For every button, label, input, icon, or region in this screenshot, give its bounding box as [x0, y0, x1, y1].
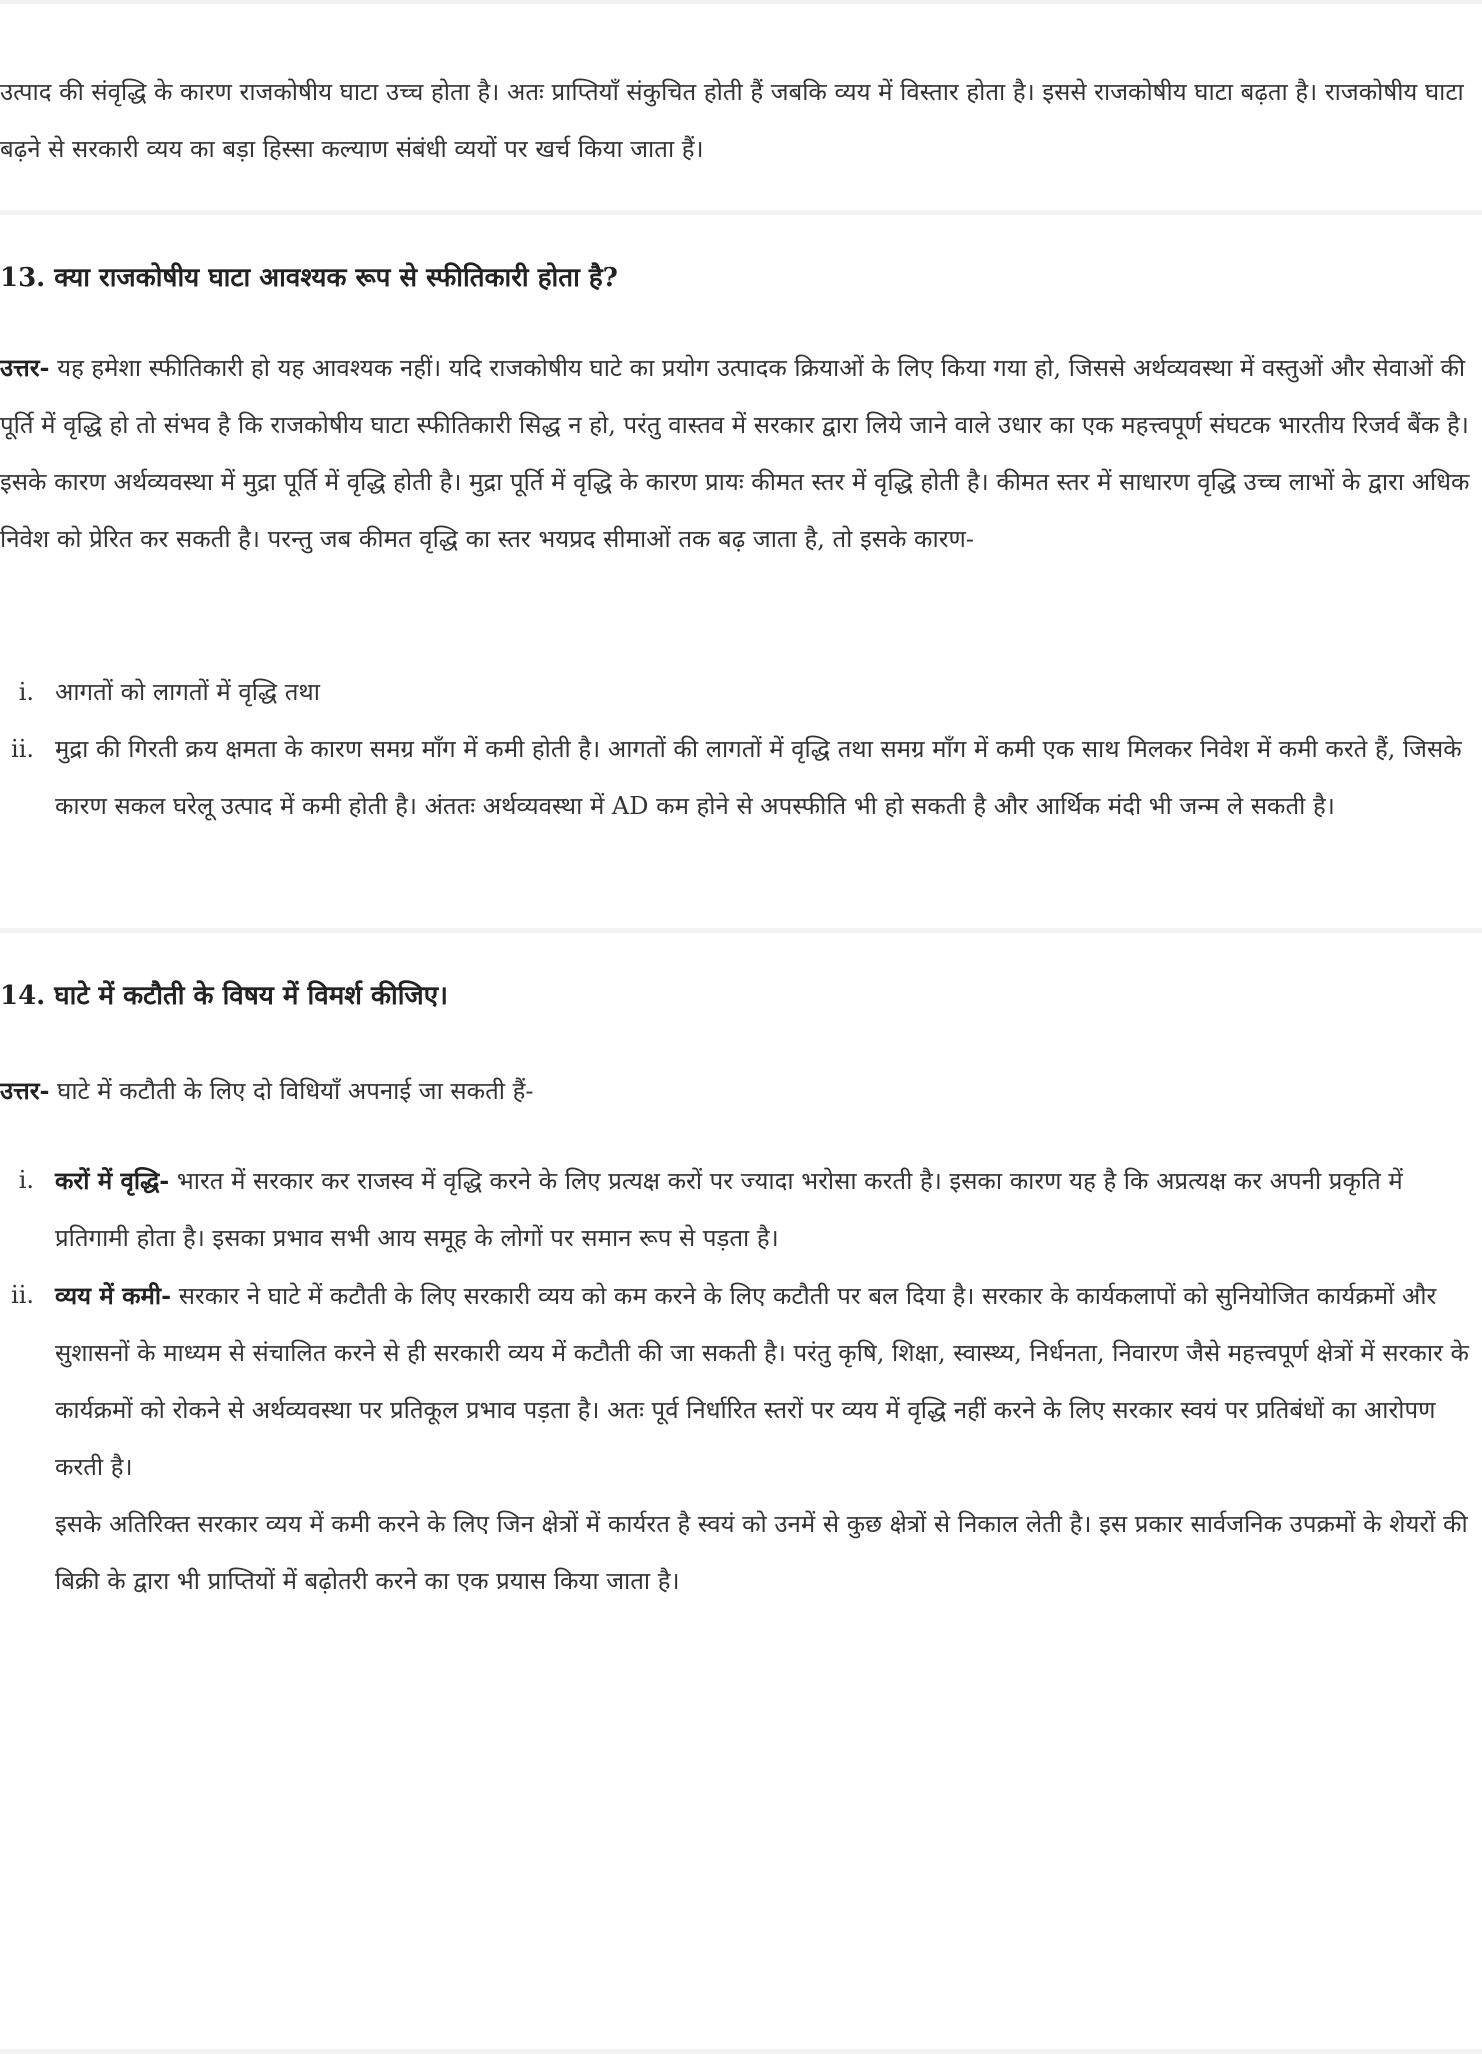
list-item-lead: व्यय में कमी-: [55, 1281, 172, 1310]
list-item-text: सरकार ने घाटे में कटौती के लिए सरकारी व्यय को कम करने के लिए कटौती पर बल दिया है। सरकार के कार्यकलापों को सुनियोजित कार्यक्रमों और सुशासनों के माध्यम से संचालित करने से ही सरकारी व्यय में कटौती की जा सकती है। परंतु कृषि, शिक्षा, स्वास्थ्य, निर्धनता, निवारण जैसे महत्त्वपूर्ण क्षेत्रों में सरकार के कार्यक्रमों को रोकने से अर्थव्यवस्था पर प्रतिकूल प्रभाव पड़ता है। अतः पूर्व निर्धारित स्तरों पर व्यय में वृद्धि नहीं करने के लिए सरकार स्वयं पर प्रतिबंधों का आरोपण करती है।: [55, 1282, 1469, 1481]
answer-13-paragraph: [0, 339, 1482, 568]
section-divider: [0, 928, 1482, 933]
list-item: [0, 1267, 1482, 1610]
list-item-text: भारत में सरकार कर राजस्व में वृद्धि करने के लिए प्रत्यक्ष करों पर ज्यादा भरोसा करती है। इसका कारण यह है कि अप्रत्यक्ष कर अपनी प्रकृति में प्रतिगामी होता है। इसका प्रभाव सभी आय समूह के लोगों पर समान रूप से पड़ता है।: [55, 1167, 1403, 1252]
answer-13-text: यह हमेशा स्फीतिकारी हो यह आवश्यक नहीं। यदि राजकोषीय घाटे का प्रयोग उत्पादक क्रियाओं के लिए किया गया हो, जिससे अर्थव्यवस्था में वस्तुओं और सेवाओं की पूर्ति में वृद्धि हो तो संभव है कि राजकोषीय घाटा स्फीतिकारी सिद्ध न हो, परंतु वास्तव में सरकार द्वारा लिये जाने वाले उधार का एक महत्त्वपूर्ण संघटक भारतीय रिजर्व बैंक है। इसके कारण अर्थव्यवस्था में मुद्रा पूर्ति में वृद्धि होती है। मुद्रा पूर्ति में वृद्धि के कारण प्रायः कीमत स्तर में वृद्धि होती है। कीमत स्तर में साधारण वृद्धि उच्च लाभों के द्वारा अधिक निवेश को प्रेरित कर सकती है। परन्तु जब कीमत वृद्धि का स्तर भयप्रद सीमाओं तक बढ़ जाता है, तो इसके कारण-: [0, 354, 1470, 553]
list-item-lead: करों में वृद्धि-: [55, 1166, 170, 1195]
answer-14: [0, 1062, 1482, 1120]
question-14-heading: 14. घाटे में कटौती के विषय में विमर्श कीजिए।: [0, 981, 448, 1011]
top-divider: [0, 0, 1482, 4]
list-number: ii.: [11, 735, 34, 763]
list-number: i.: [18, 1166, 34, 1194]
answer-14-list: [0, 1152, 1482, 1610]
answer-13-roman-list: [0, 664, 1482, 835]
list-item: [0, 664, 1482, 721]
intro-paragraph: उत्पाद की संवृद्धि के कारण राजकोषीय घाटा उच्च होता है। अतः प्राप्तियाँ संकुचित होती हैं जबकि व्यय में विस्तार होता है। इससे राजकोषीय घाटा बढ़ता है। राजकोषीय घाटा बढ़ने से सरकारी व्यय का बड़ा हिस्सा कल्याण संबंधी व्ययों पर खर्च किया जाता हैं।: [0, 78, 1464, 163]
list-item-text: मुद्रा की गिरती क्रय क्षमता के कारण समग्र माँग में कमी होती है। आगतों की लागतों में वृद्धि तथा समग्र माँग में कमी एक साथ मिलकर निवेश में कमी करते हैं, जिसके कारण सकल घरेलू उत्पाद में कमी होती है। अंततः अर्थव्यवस्था में AD कम होने से अपस्फीति भी हो सकती है और आर्थिक मंदी भी जन्म ले सकती है।: [55, 735, 1462, 820]
section-divider: [0, 210, 1482, 215]
list-item-extra: इसके अतिरिक्त सरकार व्यय में कमी करने के लिए जिन क्षेत्रों में कार्यरत है स्वयं को उनमें से कुछ क्षेत्रों से निकाल लेती है। इस प्रकार सार्वजनिक उपक्रमों के शेयरों की बिक्री के द्वारा भी प्राप्तियों में बढ़ोतरी करने का एक प्रयास किया जाता है।: [55, 1510, 1468, 1595]
list-item: [0, 721, 1482, 835]
answer-label: उत्तर-: [0, 1076, 50, 1105]
question-13-heading: 13. क्या राजकोषीय घाटा आवश्यक रूप से स्फीतिकारी होता है?: [0, 263, 618, 293]
list-item-text: आगतों को लागतों में वृद्धि तथा: [55, 678, 320, 706]
question-13-section: [0, 258, 1482, 298]
intro-section: [0, 64, 1482, 178]
answer-label: उत्तर-: [0, 353, 50, 382]
list-item: [0, 1152, 1482, 1267]
answer-14-text: घाटे में कटौती के लिए दो विधियाँ अपनाई जा सकती हैं-: [49, 1077, 534, 1105]
answer-13-list: [0, 664, 1482, 835]
list-number: i.: [18, 678, 34, 706]
question-14-section: [0, 976, 1482, 1016]
answer-14-paragraph: [0, 1062, 1482, 1120]
answer-13: [0, 339, 1482, 568]
bottom-divider: [0, 2049, 1482, 2054]
list-number: ii.: [11, 1281, 34, 1309]
answer-14-roman-list: [0, 1152, 1482, 1610]
